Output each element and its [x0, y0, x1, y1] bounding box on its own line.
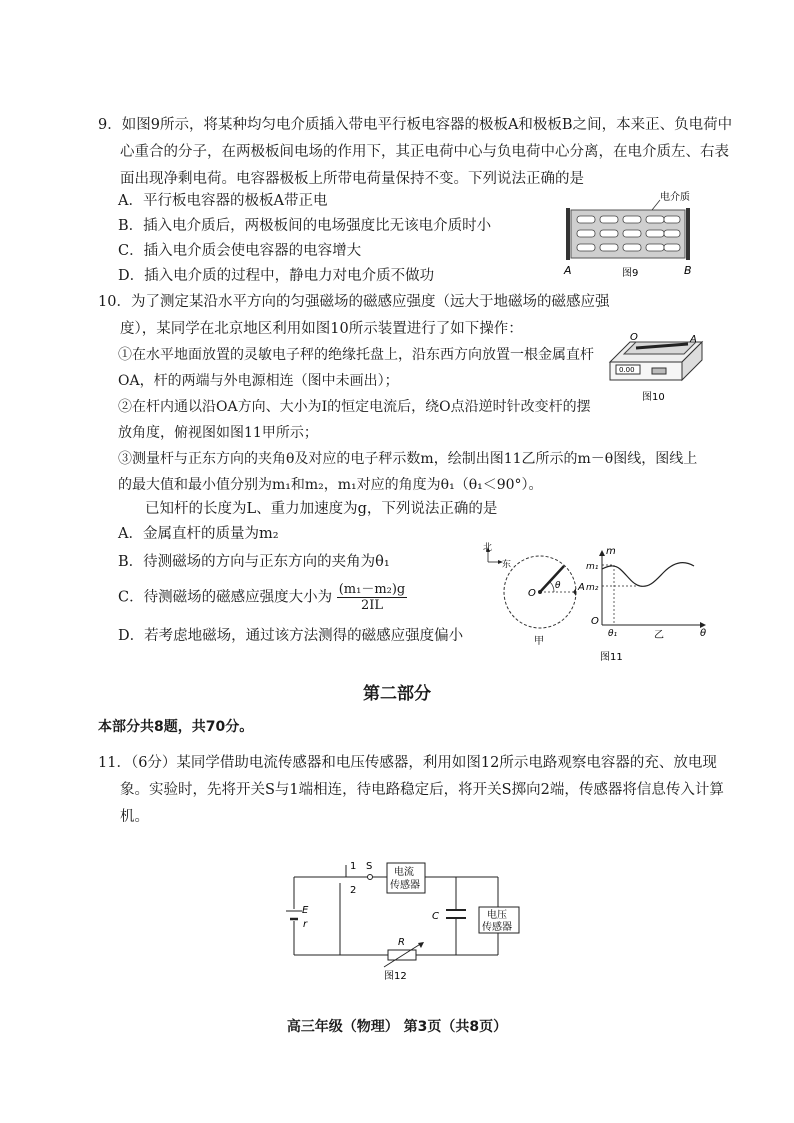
emf-label: E — [302, 905, 309, 916]
plate-a — [566, 208, 570, 260]
jia-label: 甲 — [534, 636, 544, 647]
scale-display: 0.00 — [619, 366, 635, 374]
q11-stem: 11．（6分）某同学借助电流传感器和电压传感器，利用如图12所示电路观察电容器的充、放电现象。实验时，先将开关S与1端相连，待电路稳定后，将开关S掷向2端，传感器将信息传入计算机。 — [98, 755, 724, 825]
figure12-circuit — [284, 855, 534, 985]
figure11-caption: 图11 — [600, 652, 623, 663]
dielectric-label: 电介质 — [660, 192, 690, 203]
section2-title: 第二部分 — [363, 684, 431, 704]
north-label: 北 — [483, 543, 493, 553]
jia-o: O — [528, 588, 536, 599]
plate-a-label: A — [564, 264, 572, 277]
q10-stem: 10．为了测定某沿水平方向的匀强磁场的磁感应强度（远大于地磁场的磁感应强度），某同学在北京地区利用如图10所示装置进行了如下操作： — [98, 294, 610, 337]
pos2-label: 2 — [350, 885, 357, 896]
figure9 — [560, 188, 700, 278]
yi-theta1: θ₁ — [608, 629, 618, 639]
q10-option-c: C．待测磁场的磁感应强度大小为 $\frac{\text{(m₁－m₂)g}}{2IL}$ — [118, 582, 406, 613]
pos1-label: 1 — [350, 861, 357, 872]
figure11-jia — [483, 541, 585, 647]
figure10-caption: 图10 — [642, 392, 665, 403]
q10-step2: ②在杆内通以沿OA方向、大小为I的恒定电流后，绕O点沿逆时针改变杆的摆放角度，俯视图如图11甲所示； — [118, 399, 591, 441]
yi-origin: O — [591, 616, 599, 627]
current-sensor-line2: 传感器 — [390, 880, 420, 891]
current-sensor-line1: 电流 — [394, 867, 414, 878]
figure9-caption: 图9 — [622, 268, 639, 278]
internal-r-label: r — [303, 919, 308, 930]
q10-step1: ①在水平地面放置的灵敏电子秤的绝缘托盘上，沿东西方向放置一根金属直杆OA，杆的两端与外电源相连（图中未画出）； — [118, 347, 594, 389]
voltage-sensor-line1: 电压 — [487, 910, 507, 921]
q10-step3: ③测量杆与正东方向的夹角θ及对应的电子秤示数m，绘制出图11乙所示的m－θ图线，图线上的最大值和最小值分别为m₁和m₂，m₁对应的角度为θ₁（θ₁＜90°）。 — [118, 451, 698, 493]
plate-b — [686, 208, 690, 260]
variable-resistor — [388, 950, 416, 960]
figure12-caption: 图12 — [384, 971, 407, 982]
q9-stem: 9．如图9所示，将某种均匀电介质插入带电平行板电容器的极板A和极板B之间，本来正、负电荷中心重合的分子，在两极板间电场的作用下，其正电荷中心与负电荷中心分离，在电介质左、右表面出现净剩电荷。电容器极板上所带电荷量保持不变。下列说法正确的是 — [98, 117, 733, 187]
q9-option-a: A．平行板电容器的极板A带正电 — [118, 193, 328, 209]
rod-o-label: O — [630, 332, 638, 343]
q9-option-b: B．插入电介质后，两极板间的电场强度比无该电介质时小 — [118, 218, 492, 234]
capacitor-label: C — [432, 911, 439, 922]
q10-known: 已知杆的长度为L、重力加速度为g，下列说法正确的是 — [145, 501, 498, 517]
resistor-label: R — [398, 937, 405, 948]
switch-label: S — [366, 861, 373, 872]
yi-m-axis: m — [606, 546, 616, 557]
q9-option-c: C．插入电介质会使电容器的电容增大 — [118, 243, 362, 259]
yi-label: 乙 — [654, 630, 664, 641]
jia-a: A — [578, 582, 585, 593]
plate-b-label: B — [684, 264, 692, 277]
jia-theta: θ — [555, 581, 561, 591]
q9-option-d: D．插入电介质的过程中，静电力对电介质不做功 — [118, 268, 435, 284]
voltage-sensor-line2: 传感器 — [482, 922, 512, 933]
q10-option-a: A．金属直杆的质量为m₂ — [118, 526, 279, 542]
figure10-scale — [600, 314, 710, 406]
q10-option-d: D．若考虑地磁场，通过该方法测得的磁感应强度偏小 — [118, 628, 464, 644]
yi-theta-axis: θ — [700, 628, 707, 639]
figure11-yi — [586, 546, 706, 641]
figure11 — [480, 540, 720, 664]
section2-note: 本部分共8题，共70分。 — [98, 719, 254, 735]
rod-a-label: A — [690, 334, 697, 345]
page-footer: 高三年级（物理） 第3页（共8页） — [286, 1019, 508, 1035]
yi-m2: m₂ — [586, 583, 599, 593]
yi-m1: m₁ — [586, 562, 599, 572]
east-label: 东 — [502, 560, 512, 570]
option-c-fraction: $\frac{\text{(m₁－m₂)g}}{2IL}$ — [338, 582, 406, 613]
q10-option-b: B．待测磁场的方向与正东方向的夹角为θ₁ — [118, 554, 390, 570]
